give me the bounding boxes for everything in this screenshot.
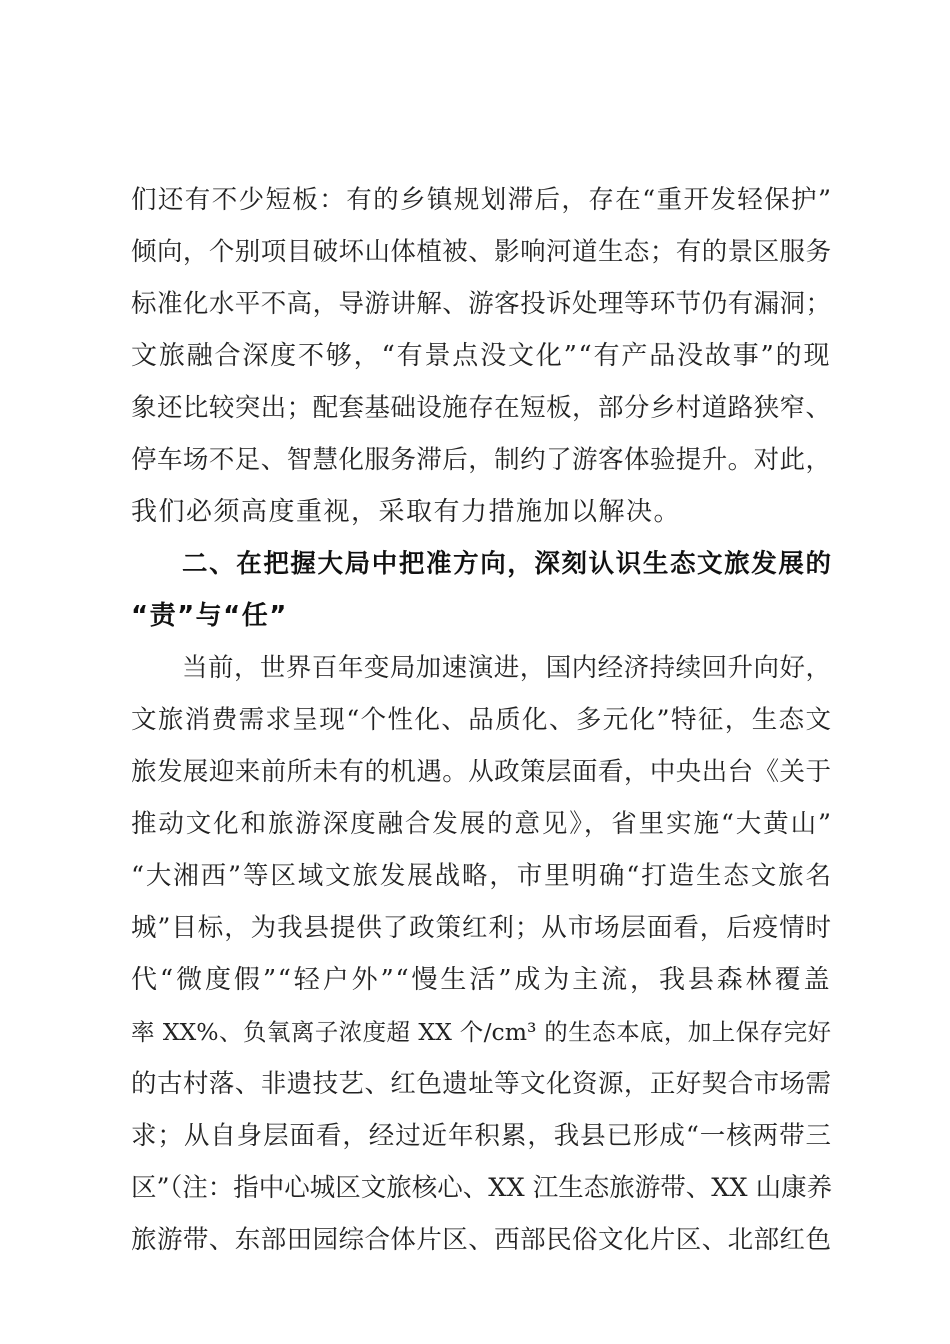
paragraph-2-line-4: 推动文化和旅游深度融合发展的意见》，省里实施“大黄山” <box>131 809 831 839</box>
paragraph-2-line-3: 旅发展迎来前所未有的机遇。从政策层面看，中央出台《关于 <box>131 757 831 787</box>
paragraph-2-line-12: 旅游带、东部田园综合体片区、西部民俗文化片区、北部红色 <box>131 1225 831 1255</box>
paragraph-2-line-1: 当前，世界百年变局加速演进，国内经济持续回升向好， <box>182 653 831 683</box>
paragraph-2-line-5: “大湘西”等区域文旅发展战略，市里明确“打造生态文旅名 <box>131 861 831 891</box>
paragraph-1-line-4: 文旅融合深度不够，“有景点没文化”“有产品没故事”的现 <box>131 341 831 371</box>
section-heading-line-2: “责”与“任” <box>131 601 288 631</box>
paragraph-2-line-10: 求；从自身层面看，经过近年积累，我县已形成“一核两带三 <box>131 1121 831 1151</box>
section-heading-line-1: 二、在把握大局中把准方向，深刻认识生态文旅发展的 <box>182 549 831 579</box>
paragraph-2-line-2: 文旅消费需求呈现“个性化、品质化、多元化”特征，生态文 <box>131 705 831 735</box>
paragraph-2-line-6: 城”目标，为我县提供了政策红利；从市场层面看，后疫情时 <box>131 913 831 943</box>
paragraph-1-line-2: 倾向，个别项目破坏山体植被、影响河道生态；有的景区服务 <box>131 237 831 267</box>
paragraph-2-line-8: 率 XX%、负氧离子浓度超 XX 个/cm³ 的生态本底，加上保存完好 <box>131 1018 831 1046</box>
paragraph-1-line-3: 标准化水平不高，导游讲解、游客投诉处理等环节仍有漏洞； <box>131 289 831 319</box>
paragraph-1-line-6: 停车场不足、智慧化服务滞后，制约了游客体验提升。对此， <box>131 445 831 475</box>
paragraph-2-line-7: 代“微度假”“轻户外”“慢生活”成为主流，我县森林覆盖 <box>131 965 831 995</box>
paragraph-1-line-7: 我们必须高度重视，采取有力措施加以解决。 <box>131 497 682 527</box>
paragraph-1-line-5: 象还比较突出；配套基础设施存在短板，部分乡村道路狭窄、 <box>131 393 831 423</box>
paragraph-2-line-9: 的古村落、非遗技艺、红色遗址等文化资源，正好契合市场需 <box>131 1069 831 1099</box>
paragraph-2-line-11: 区”（注：指中心城区文旅核心、XX 江生态旅游带、XX 山康养 <box>131 1173 833 1203</box>
paragraph-1-line-1: 们还有不少短板：有的乡镇规划滞后，存在“重开发轻保护” <box>131 185 831 215</box>
